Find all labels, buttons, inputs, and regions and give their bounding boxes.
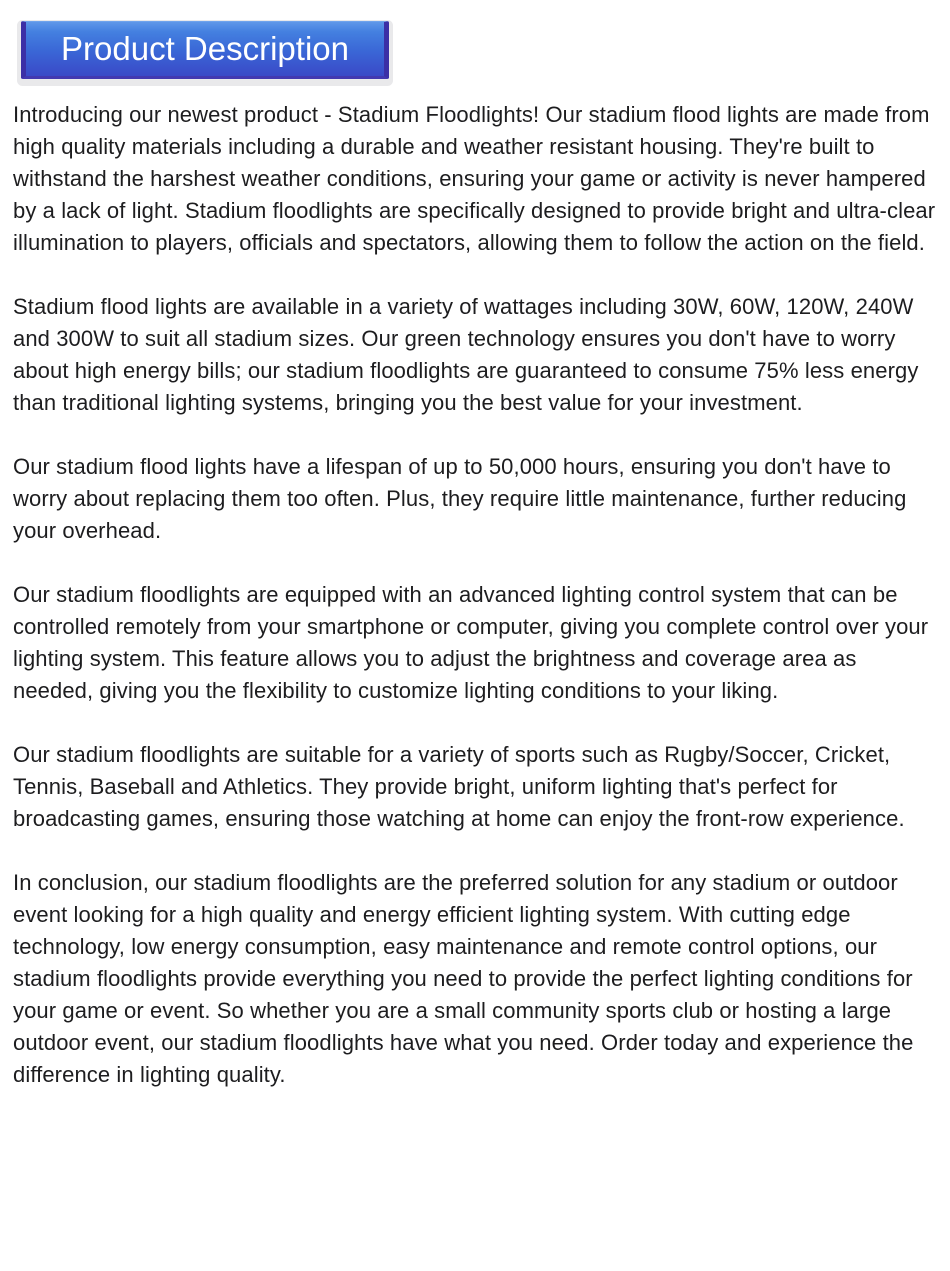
product-description-body	[0, 99, 950, 1091]
description-paragraph-conclusion: In conclusion, our stadium floodlights are the preferred solution for any stadium or outdoor event looking for a high quality and energy efficient lighting system. With cutting edge technology, low energy consumption, easy maintenance and remote control options, our stadium floodlights provide everything you need to provide the perfect lighting conditions for your game or event. So whether you are a small community sports club or hosting a large outdoor event, our stadium floodlights have what you need. Order today and experience the difference in lighting quality.	[13, 870, 914, 1087]
description-paragraph-lifespan: Our stadium flood lights have a lifespan of up to 50,000 hours, ensuring you don't have to worry about replacing them too often. Plus, they require little maintenance, further reducing your overhead.	[13, 454, 907, 543]
description-paragraph-intro: Introducing our newest product - Stadium Floodlights! Our stadium flood lights are made from high quality materials including a durable and weather resistant housing. They're built to withstand the harshest weather conditions, ensuring your game or activity is never hampered by a lack of light. Stadium floodlights are specifically designed to provide bright and ultra-clear illumination to players, officials and spectators, allowing them to follow the action on the field.	[13, 102, 936, 255]
description-paragraph-wattages: Stadium flood lights are available in a variety of wattages including 30W, 60W, 120W, 240W and 300W to suit all stadium sizes. Our green technology ensures you don't have to worry about high energy bills; our stadium floodlights are guaranteed to consume 75% less energy than traditional lighting systems, bringing you the best value for your investment.	[13, 294, 919, 415]
description-paragraph-sports: Our stadium floodlights are suitable for a variety of sports such as Rugby/Soccer, Cricket, Tennis, Baseball and Athletics. They provide bright, uniform lighting that's perfect for broadcasting games, ensuring those watching at home can enjoy the front-row experience.	[13, 742, 905, 831]
page-title: Product Description	[61, 30, 349, 67]
description-paragraph-control-system: Our stadium floodlights are equipped with an advanced lighting control system that can be controlled remotely from your smartphone or computer, giving you complete control over your lighting system. This feature allows you to adjust the brightness and coverage area as needed, giving you the flexibility to customize lighting conditions to your liking.	[13, 582, 929, 703]
product-description-header	[21, 21, 389, 79]
